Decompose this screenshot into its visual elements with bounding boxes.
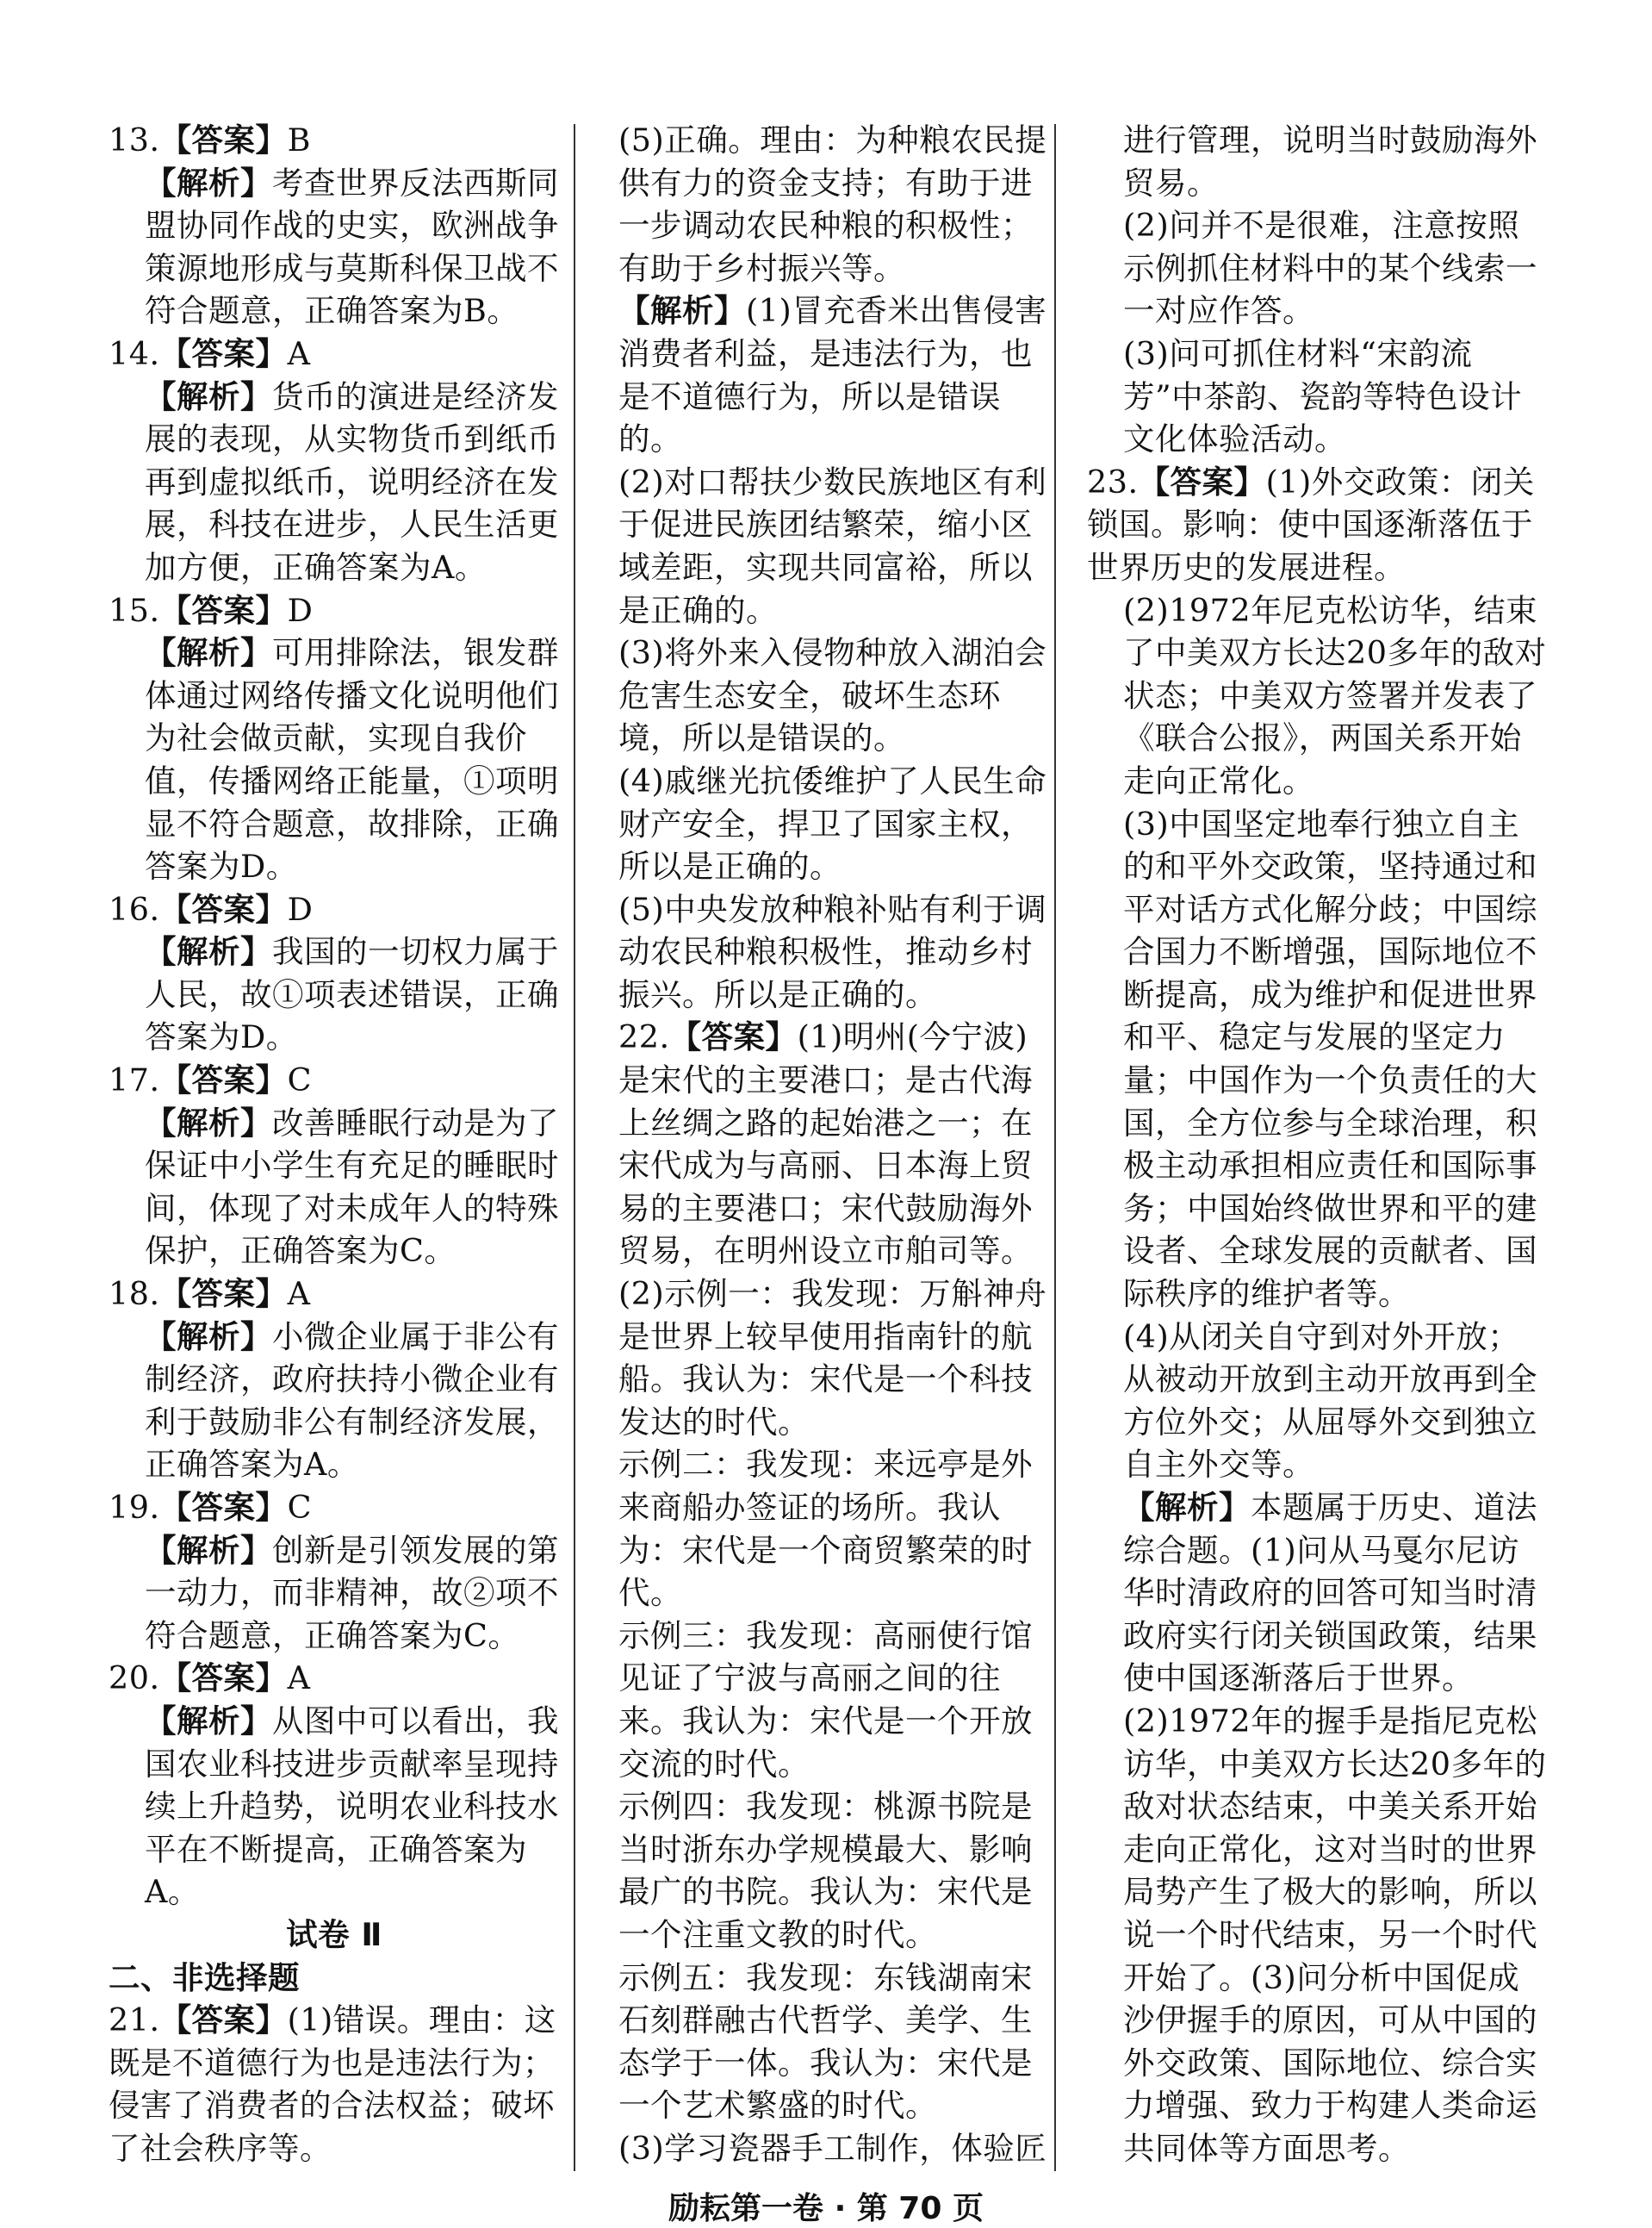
analysis-23: 【解析】本题属于历史、道法综合题。(1)问从马戛尔尼访华时清政府的回答可知当时清政府实行闭关锁国政策，结果使中国逐渐落后于世界。(2)1972年的握手是指尼克松访华，中美双方长达20多年的敌对状态结束，中美关系开始走向正常化，这对当时的世界局势产生了极大的影响，所以说一个时代结束，另一个时代开始了。(3)问分析中国促成沙伊握手的原因，可从中国的外交政策、国际地位、综合实力增强、致力于构建人类命运共同体等方面思考。 [1123,1489,1547,2166]
answer-21-part-5: (5)正确。理由：为种粮农民提供有力的资金支持；有助于进一步调动农民种粮的积极性；有助于乡村振兴等。 [618,121,1047,287]
analysis-22-part-3: (3)问可抓住材料“宋韵流芳”中茶韵、瓷韵等特色设计文化体验活动。 [1123,334,1523,458]
question-18: 18.【答案】A [109,1275,311,1313]
analysis-21-part-5: (5)中央发放种粮补贴有利于调动农民种粮积极性，推动乡村振兴。所以是正确的。 [618,890,1047,1013]
answer-23-part-2: (2)1972年尼克松访华，结束了中美双方长达20多年的敌对状态；中美双方签署并发表了《联合公报》，两国关系开始走向正常化。 [1123,591,1547,800]
question-21: 21.【答案】(1)错误。理由：这既是不道德行为也是违法行为；侵害了消费者的合法权益；破坏了社会秩序等。 [109,2001,556,2166]
answer-22-example-5: 示例五：我发现：东钱湖南宋石刻群融古代哲学、美学、生态学于一体。我认为：宋代是一个艺术繁盛的时代。 [618,1958,1033,2125]
analysis-13: 【解析】考查世界反法西斯同盟协同作战的史实，欧洲战争策源地形成与莫斯科保卫战不符合题意，正确答案为B。 [145,164,559,330]
question-15: 15.【答案】D [109,591,314,629]
analysis-22-continued: 进行管理，说明当时鼓励海外贸易。 [1123,121,1537,202]
analysis-14: 【解析】货币的演进是经济发展的表现，从实物货币到纸币再到虚拟纸币，说明经济在发展，科技在进步，人民生活更加方便，正确答案为A。 [145,377,559,586]
question-14: 14.【答案】A [109,334,311,372]
answer-22-example-3: 示例三：我发现：高丽使行馆见证了宁波与高丽之间的往来。我认为：宋代是一个开放交流的时代。 [618,1616,1033,1783]
question-16: 16.【答案】D [109,890,314,928]
question-22: 22.【答案】(1)明州(今宁波)是宋代的主要港口；是古代海上丝绸之路的起始港之一；在宋代成为与高丽、日本海上贸易的主要港口；宋代鼓励海外贸易，在明州设立市舶司等。 [618,1018,1033,1270]
analysis-19: 【解析】创新是引领发展的第一动力，而非精神，故②项不符合题意，正确答案为C。 [145,1531,559,1654]
column-right [1087,119,1549,2166]
answer-23-part-3: (3)中国坚定地奉行独立自主的和平外交政策，坚持通过和平对话方式化解分歧；中国综合国力不断增强，国际地位不断提高，成为维护和促进世界和平、稳定与发展的坚定力量；中国作为一个负责任的大国，全方位参与全球治理，积极主动承担相应责任和国际事务；中国始终做世界和平的建设者、全球发展的贡献者、国际秩序的维护者等。 [1123,805,1537,1313]
question-19: 19.【答案】C [109,1489,312,1526]
page-footer: 励耘第一卷 · 第 70 页 [668,2191,984,2226]
section-subtitle: 二、非选择题 [109,1958,300,1996]
section-title: 试卷 Ⅱ [286,1915,382,1953]
answer-22-example-2: 示例二：我发现：来远亭是外来商船办签证的场所。我认为：宋代是一个商贸繁荣的时代。 [618,1446,1033,1612]
answer-23-part-4: (4)从闭关自守到对外开放；从被动开放到主动开放再到全方位外交；从屈辱外交到独立自主外交等。 [1123,1317,1537,1484]
analysis-20: 【解析】从图中可以看出，我国农业科技进步贡献率呈现持续上升趋势，说明农业科技水平在不断提高，正确答案为A。 [145,1702,559,1911]
analysis-21-part-3: (3)将外来入侵物种放入湖泊会危害生态安全，破坏生态环境，所以是错误的。 [618,634,1047,757]
question-20: 20.【答案】A [109,1659,311,1697]
question-23: 23.【答案】(1)外交政策：闭关锁国。影响：使中国逐渐落伍于世界历史的发展进程。 [1087,463,1535,586]
answer-22-example-4: 示例四：我发现：桃源书院是当时浙东办学规模最大、影响最广的书院。我认为：宋代是一个注重文教的时代。 [618,1788,1033,1953]
column-middle [618,119,1058,2166]
analysis-21-part-4: (4)戚继光抗倭维护了人民生命财产安全，捍卫了国家主权，所以是正确的。 [618,762,1047,886]
analysis-17: 【解析】改善睡眠行动是为了保证中小学生有充足的睡眠时间，体现了对未成年人的特殊保护，正确答案为C。 [145,1104,559,1270]
analysis-22-part-2: (2)问并不是很难，注意按照示例抓住材料中的某个线索一一对应作答。 [1123,207,1537,330]
answer-22-part-2: (2)示例一：我发现：万斛神舟是世界上较早使用指南针的航船。我认为：宋代是一个科技发达的时代。 [618,1275,1047,1441]
analysis-21-part-2: (2)对口帮扶少数民族地区有利于促进民族团结繁荣，缩小区域差距，实现共同富裕，所以是正确的。 [618,463,1047,629]
analysis-18: 【解析】小微企业属于非公有制经济，政府扶持小微企业有利于鼓励非公有制经济发展，正确答案为A。 [145,1317,559,1484]
column-divider-1 [574,124,575,2171]
question-17: 17.【答案】C [109,1061,312,1099]
answer-22-part-3: (3)学习瓷器手工制作，体验匠 [618,2129,1047,2166]
analysis-15: 【解析】可用排除法，银发群体通过网络传播文化说明他们为社会做贡献，实现自我价值，传播网络正能量，①项明显不符合题意，故排除，正确答案为D。 [145,634,559,886]
column-left [109,119,560,2166]
question-13: 13.【答案】B [109,121,311,159]
analysis-21: 【解析】(1)冒充香米出售侵害消费者利益，是违法行为，也是不道德行为，所以是错误的。 [618,292,1047,458]
analysis-16: 【解析】我国的一切权力属于人民，故①项表述错误，正确答案为D。 [145,933,559,1056]
